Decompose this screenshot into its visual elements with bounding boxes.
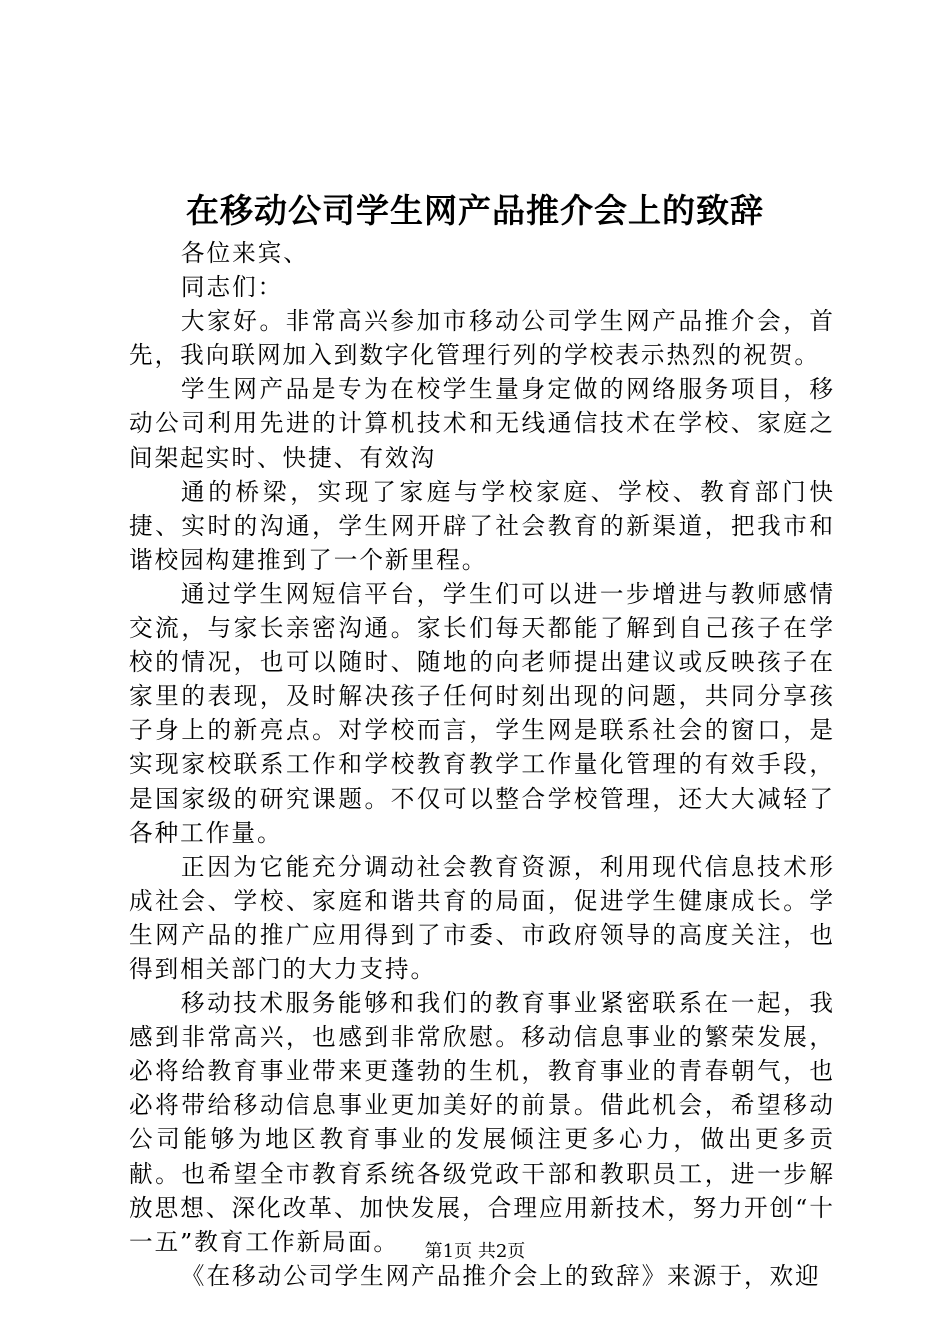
paragraph-greeting-2: 同志们： [180,273,284,302]
paragraph: 大家好。非常高兴参加市移动公司学生网产品推介会，首先，我向联网加入到数字化管理行列的学校表示热烈的祝贺。 [129,307,835,370]
document-body [129,236,835,1293]
paragraph: 学生网产品是专为在校学生量身定做的网络服务项目，移动公司利用先进的计算机技术和无线通信技术在学校、家庭之间架起实时、快捷、有效沟 [129,375,835,472]
paragraph-source: 《在移动公司学生网产品推介会上的致辞》来源于，欢迎 [180,1261,821,1290]
paragraph: 正因为它能充分调动社会教育资源，利用现代信息技术形成社会、学校、家庭和谐共育的局面，促进学生健康成长。学生网产品的推广应用得到了市委、市政府领导的高度关注，也得到相关部门的大力支持。 [129,852,835,983]
paragraph: 通的桥梁，实现了家庭与学校家庭、学校、教育部门快捷、实时的沟通，学生网开辟了社会教育的新渠道，把我市和谐校园构建推到了一个新里程。 [129,477,835,574]
paragraph: 通过学生网短信平台，学生们可以进一步增进与教师感情交流，与家长亲密沟通。家长们每天都能了解到自己孩子在学校的情况，也可以随时、随地的向老师提出建议或反映孩子在家里的表现，及时解决孩子任何时刻出现的问题，共同分享孩子身上的新亮点。对学校而言，学生网是联系社会的窗口，是实现家校联系工作和学校教育教学工作量化管理的有效手段，是国家级的研究课题。不仅可以整合学校管理，还大大减轻了各种工作量。 [129,579,835,847]
document-title: 在移动公司学生网产品推介会上的致辞 [186,191,764,230]
paragraph-greeting-1: 各位来宾、 [180,239,309,267]
paragraph: 移动技术服务能够和我们的教育事业紧密联系在一起，我感到非常高兴，也感到非常欣慰。移动信息事业的繁荣发展，必将给教育事业带来更蓬勃的生机，教育事业的青春朝气，也必将带给移动信息事业更加美好的前景。借此机会，希望移动公司能够为地区教育事业的发展倾注更多心力，做出更多贡献。也希望全市教育系统各级党政干部和教职员工，进一步解放思想、深化改革、加快发展，合理应用新技术，努力开创“十一五”教育工作新局面。 [129,989,835,1256]
page-number-footer: 第1页 共2页 [424,1241,526,1262]
